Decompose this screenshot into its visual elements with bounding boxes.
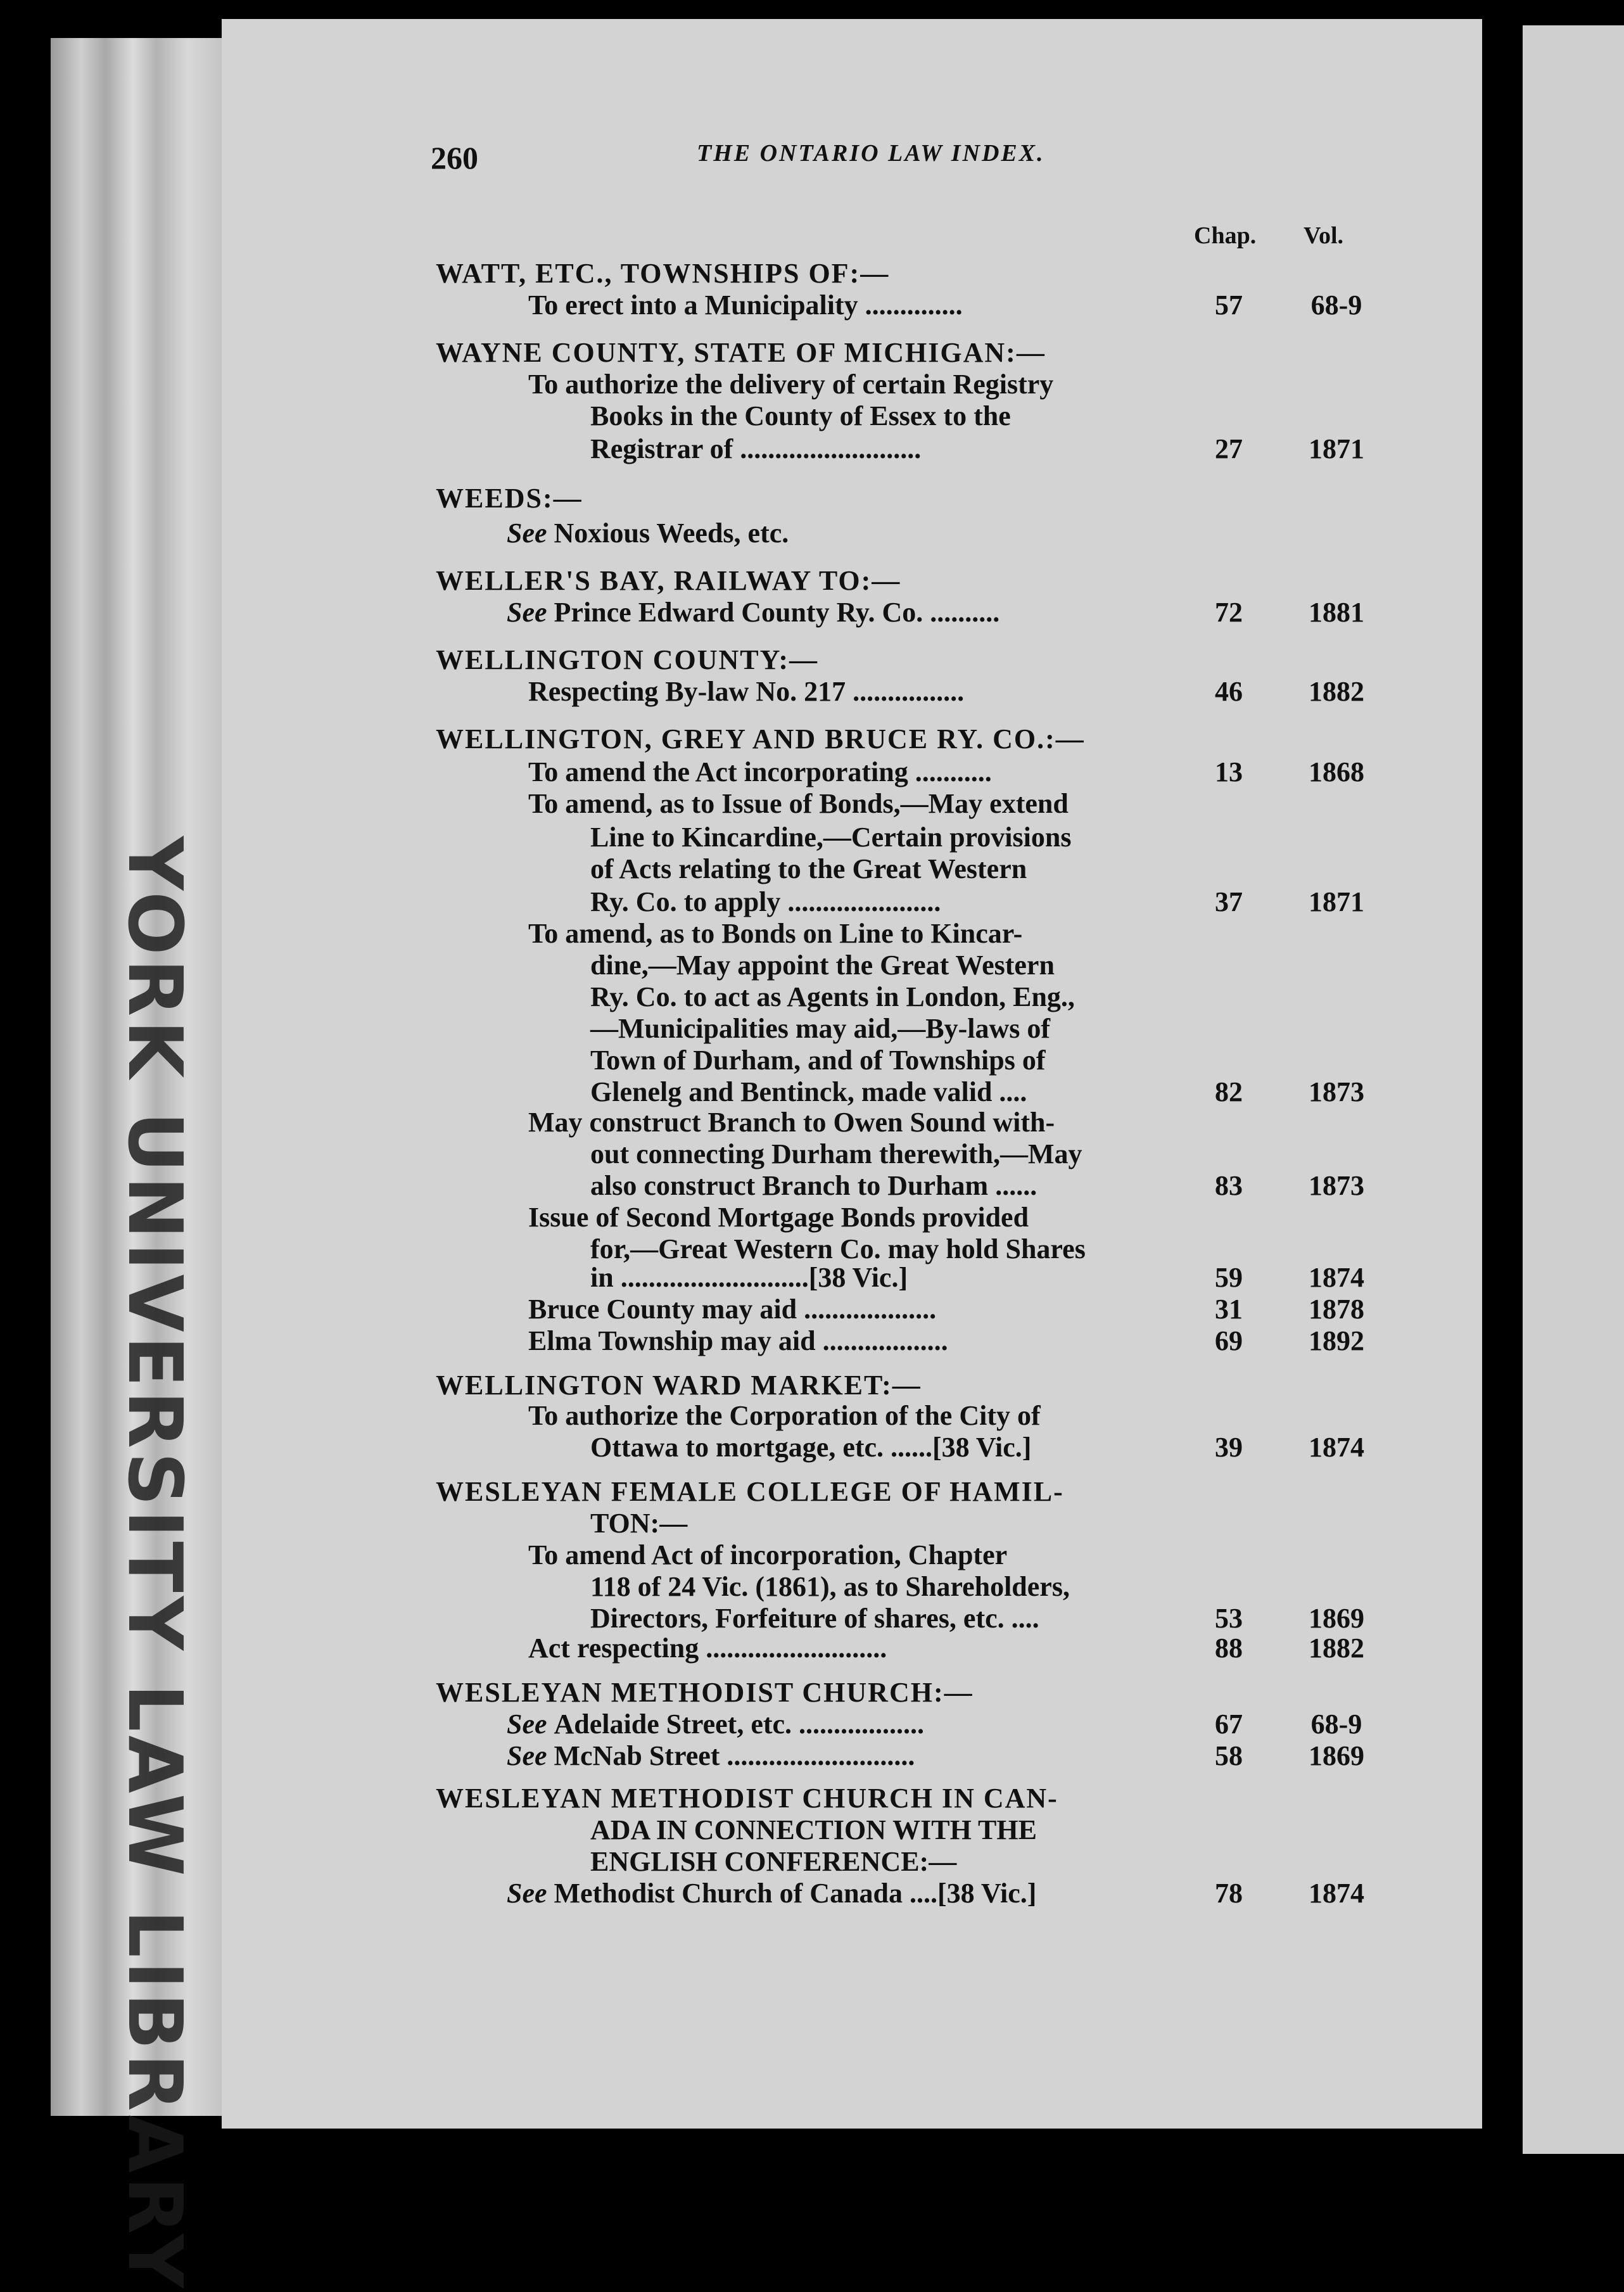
entry-text: Registrar of ..........................: [590, 433, 922, 464]
volume-year: 68-9: [1310, 290, 1362, 321]
index-heading: [436, 481, 583, 516]
entry-text: in ...........................[38 Vic.]: [590, 1262, 908, 1293]
entry-text: Ry. Co. to act as Agents in London, Eng.,: [590, 981, 1075, 1012]
chapter-number: 31: [1215, 1294, 1243, 1325]
volume-year: 1873: [1309, 1170, 1364, 1201]
index-entry-line: [528, 755, 992, 789]
entry-text: Noxious Weeds, etc.: [554, 518, 789, 549]
entry-text: To amend, as to Issue of Bonds,—May extend: [528, 788, 1069, 819]
entry-text: Methodist Church of Canada ....[38 Vic.]: [554, 1878, 1037, 1909]
index-entry-line: [590, 948, 1055, 983]
index-entry-line: [528, 675, 964, 709]
index-entry-line: [528, 1105, 1055, 1140]
index-entry-line: [528, 1538, 1007, 1572]
entry-text: Prince Edward County Ry. Co. ..........: [554, 597, 1000, 628]
entry-text: WELLINGTON WARD MARKET:—: [436, 1370, 922, 1401]
index-entry-line: [507, 1739, 915, 1773]
chapter-number: 46: [1215, 676, 1243, 707]
chapter-number: 37: [1215, 886, 1243, 917]
entry-text: WATT, ETC., TOWNSHIPS OF:—: [436, 258, 890, 289]
entry-text: To amend Act of incorporation, Chapter: [528, 1539, 1008, 1570]
index-entry-line: [590, 399, 1011, 433]
index-heading: [436, 1475, 1064, 1509]
index-entry-line: [590, 1012, 1050, 1046]
index-entry-line: [590, 1075, 1027, 1109]
chapter-number: 13: [1215, 756, 1243, 787]
volume-year: 1869: [1309, 1740, 1364, 1771]
entry-text: May construct Branch to Owen Sound with-: [528, 1107, 1055, 1138]
entry-text: ENGLISH CONFERENCE:—: [590, 1846, 957, 1877]
chapter-number: 67: [1215, 1709, 1243, 1740]
index-entry-line: [507, 516, 789, 551]
column-header-vol: Vol.: [1304, 222, 1344, 249]
volume-year: 1882: [1309, 1633, 1364, 1664]
volume-year: 1869: [1309, 1603, 1364, 1634]
index-entry-line: [590, 1137, 1082, 1171]
chapter-number: 57: [1215, 290, 1243, 321]
entry-text: Town of Durham, and of Townships of: [590, 1045, 1046, 1076]
chapter-number: 88: [1215, 1633, 1243, 1664]
entry-text: WELLINGTON, GREY AND BRUCE RY. CO.:—: [436, 723, 1085, 754]
see-reference: See: [507, 518, 554, 549]
index-heading: [436, 722, 1085, 756]
entry-text: To authorize the Corporation of the City of: [528, 1400, 1041, 1431]
entry-text: To erect into a Municipality ..............: [528, 290, 963, 321]
index-heading: [436, 336, 1046, 370]
entry-text: dine,—May appoint the Great Western: [590, 950, 1055, 981]
running-title: THE ONTARIO LAW INDEX.: [697, 140, 1045, 167]
entry-text: out connecting Durham therewith,—May: [590, 1138, 1082, 1169]
index-entry-line: [507, 1707, 924, 1741]
see-reference: See: [507, 1740, 554, 1771]
chapter-number: 27: [1215, 433, 1243, 464]
see-reference: See: [507, 1709, 554, 1740]
index-entry-line: [528, 1631, 887, 1665]
index-entry-line: [528, 1292, 936, 1327]
index-entry-line: [590, 1570, 1070, 1604]
entry-text: WELLER'S BAY, RAILWAY TO:—: [436, 565, 901, 596]
chapter-number: 69: [1215, 1325, 1243, 1356]
entry-text: Act respecting ..........................: [528, 1633, 887, 1664]
entry-text: WESLEYAN METHODIST CHURCH IN CAN-: [436, 1783, 1058, 1814]
index-entry-line: [590, 432, 921, 466]
entry-text: To amend, as to Bonds on Line to Kincar-: [528, 918, 1023, 949]
index-entry-line: [590, 1430, 1031, 1465]
index-entry-line: [590, 1845, 956, 1879]
index-entry-line: [507, 1876, 1036, 1911]
chapter-number: 58: [1215, 1740, 1243, 1771]
entry-text: To amend the Act incorporating ...........: [528, 756, 992, 787]
index-entry-line: [590, 980, 1075, 1014]
chapter-number: 82: [1215, 1076, 1243, 1107]
index-entry-line: [507, 595, 999, 630]
index-entry-line: [590, 1813, 1037, 1847]
volume-year: 1874: [1309, 1432, 1364, 1463]
entry-text: WESLEYAN FEMALE COLLEGE OF HAMIL-: [436, 1476, 1064, 1507]
entry-text: WEEDS:—: [436, 483, 583, 514]
library-stamp-text: YORK UNIVERSITY LAW LIBRARY: [111, 836, 199, 2292]
index-entry-line: [528, 1399, 1041, 1433]
index-entry-line: [528, 1324, 948, 1358]
volume-year: 1874: [1309, 1878, 1364, 1909]
index-heading: [436, 1676, 974, 1710]
entry-text: Line to Kincardine,—Certain provisions: [590, 822, 1072, 853]
entry-text: ADA IN CONNECTION WITH THE: [590, 1814, 1037, 1845]
index-heading: [436, 257, 889, 291]
entry-text: TON:—: [590, 1508, 688, 1539]
index-heading: [436, 1781, 1058, 1816]
index-entry-line: [528, 1200, 1029, 1235]
volume-year: 1871: [1309, 886, 1364, 917]
index-entry-line: [590, 1169, 1037, 1203]
volume-year: 1871: [1309, 433, 1364, 464]
entry-text: WESLEYAN METHODIST CHURCH:—: [436, 1677, 974, 1708]
index-heading: [436, 643, 818, 677]
volume-year: 1868: [1309, 756, 1364, 787]
index-entry-line: [590, 1601, 1039, 1636]
entry-text: Elma Township may aid ..................: [528, 1325, 948, 1356]
see-reference: See: [507, 1878, 554, 1909]
entry-text: 118 of 24 Vic. (1861), as to Shareholders,: [590, 1571, 1070, 1602]
index-entry-line: [590, 852, 1027, 886]
index-entry-line: [590, 885, 941, 919]
entry-text: Glenelg and Bentinck, made valid ....: [590, 1076, 1027, 1107]
entry-text: Ry. Co. to apply ......................: [590, 886, 941, 917]
volume-year: 1874: [1309, 1262, 1364, 1293]
entry-text: for,—Great Western Co. may hold Shares: [590, 1233, 1086, 1264]
entry-text: Directors, Forfeiture of shares, etc. ....: [590, 1603, 1039, 1634]
index-entry-line: [590, 1506, 687, 1541]
index-entry-line: [528, 787, 1069, 821]
entry-text: Books in the County of Essex to the: [590, 400, 1011, 431]
chapter-number: 59: [1215, 1262, 1243, 1293]
chapter-number: 78: [1215, 1878, 1243, 1909]
chapter-number: 53: [1215, 1603, 1243, 1634]
page-number: 260: [431, 140, 478, 175]
entry-text: Issue of Second Mortgage Bonds provided: [528, 1202, 1029, 1233]
chapter-number: 39: [1215, 1432, 1243, 1463]
entry-text: WAYNE COUNTY, STATE OF MICHIGAN:—: [436, 337, 1046, 368]
index-heading: [436, 564, 901, 598]
entry-text: McNab Street ...........................: [554, 1740, 915, 1771]
volume-year: 1873: [1309, 1076, 1364, 1107]
index-entry-line: [528, 367, 1053, 402]
volume-year: 1878: [1309, 1294, 1364, 1325]
entry-text: Ottawa to mortgage, etc. ......[38 Vic.]: [590, 1432, 1032, 1463]
index-entry-line: [528, 917, 1022, 951]
entry-text: Adelaide Street, etc. ..................: [554, 1709, 925, 1740]
entry-text: also construct Branch to Durham ......: [590, 1170, 1037, 1201]
index-entry-line: [590, 820, 1071, 855]
chapter-number: 72: [1215, 597, 1243, 628]
volume-year: 1892: [1309, 1325, 1364, 1356]
index-entry-line: [590, 1043, 1046, 1078]
entry-text: WELLINGTON COUNTY:—: [436, 644, 819, 675]
volume-year: 1882: [1309, 676, 1364, 707]
index-heading: [436, 1368, 922, 1403]
entry-text: Respecting By-law No. 217 ................: [528, 676, 965, 707]
entry-text: To authorize the delivery of certain Registry: [528, 369, 1054, 400]
entry-text: Bruce County may aid ...................: [528, 1294, 937, 1325]
volume-year: 1881: [1309, 597, 1364, 628]
index-entry-line: [590, 1261, 908, 1295]
see-reference: See: [507, 597, 554, 628]
entry-text: of Acts relating to the Great Western: [590, 853, 1027, 884]
entry-text: —Municipalities may aid,—By-laws of: [590, 1013, 1051, 1044]
index-entry-line: [528, 288, 963, 322]
volume-year: 68-9: [1310, 1709, 1362, 1740]
column-header-chap: Chap.: [1194, 222, 1257, 249]
chapter-number: 83: [1215, 1170, 1243, 1201]
